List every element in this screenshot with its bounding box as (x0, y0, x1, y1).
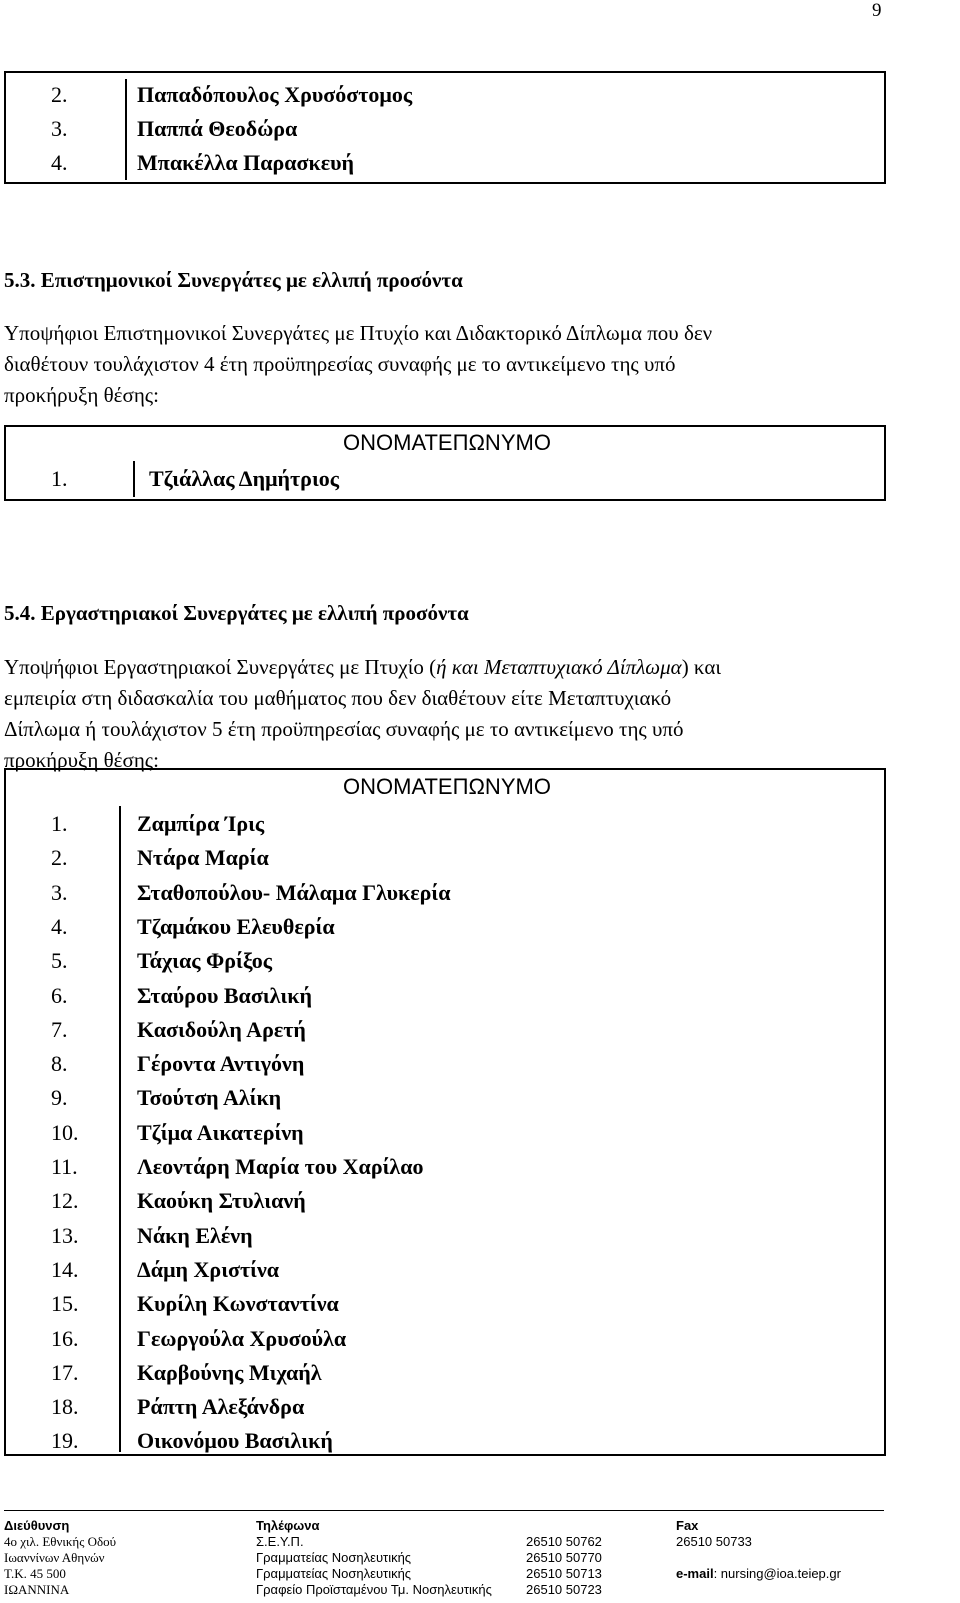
row-name: Νάκη Ελένη (137, 1222, 253, 1248)
row-number: 9. (51, 1085, 68, 1111)
footer-divider (4, 1510, 884, 1511)
section-heading-5-4: 5.4. Εργαστηριακοί Συνεργάτες με ελλιπή προσόντα (4, 601, 469, 625)
row-number: 16. (51, 1325, 79, 1351)
footer-email-value: : nursing@ioa.teiep.gr (713, 1566, 841, 1581)
row-name: Τζίμα Αικατερίνη (137, 1119, 304, 1145)
footer-fax-header: Fax (676, 1518, 699, 1533)
row-number: 1. (51, 466, 68, 491)
paragraph-line: εμπειρία στη διδασκαλία του μαθήματος που δεν διαθέτουν είτε Μεταπτυχιακό (4, 686, 672, 710)
row-name: Παπαδόπουλος Χρυσόστομος (137, 82, 413, 107)
row-name: Σταύρου Βασιλική (137, 982, 312, 1008)
paragraph-line: προκήρυξη θέσης: (4, 383, 159, 407)
row-number: 11. (51, 1154, 78, 1179)
row-name: Παππά Θεοδώρα (137, 116, 298, 141)
row-name: Λεοντάρη Μαρία του Χαρίλαο (137, 1154, 424, 1179)
footer-address-line: Ιωαννίνων Αθηνών (4, 1550, 105, 1565)
row-name: Οικονόμου Βασιλική (137, 1428, 333, 1454)
footer-phones-header: Τηλέφωνα (256, 1518, 320, 1533)
footer-phone-label: Γραμματείας Νοσηλευτικής (256, 1566, 412, 1581)
row-number: 3. (51, 116, 68, 141)
row-number: 2. (51, 845, 68, 871)
footer-address-line: 4ο χιλ. Εθνικής Οδού (4, 1534, 117, 1549)
footer-phone-number: 26510 50770 (526, 1550, 602, 1565)
row-number: 4. (51, 913, 68, 939)
row-number: 13. (51, 1222, 79, 1248)
footer-phone-number: 26510 50723 (526, 1582, 602, 1597)
paragraph-line: Υποψήφιοι Επιστημονικοί Συνεργάτες με Πτυχίο και Διδακτορικό Δίπλωμα που δεν (4, 321, 713, 345)
footer-address-header: Διεύθυνση (4, 1518, 70, 1533)
column-divider (125, 79, 127, 180)
column-divider (119, 806, 121, 1452)
row-number: 17. (51, 1359, 79, 1385)
column-divider (133, 461, 135, 497)
row-name: Κασιδούλη Αρετή (137, 1016, 306, 1042)
row-name: Τζαμάκου Ελευθερία (137, 913, 335, 939)
row-number: 7. (51, 1016, 68, 1042)
row-name: Δάμη Χριστίνα (137, 1256, 280, 1282)
section-heading-5-3: 5.3. Επιστημονικοί Συνεργάτες με ελλιπή προσόντα (4, 268, 463, 292)
row-number: 14. (51, 1256, 79, 1282)
paragraph-line: διαθέτουν τουλάχιστον 4 έτη προϋπηρεσίας συναφής με το αντικείμενο της υπό (4, 352, 676, 376)
row-number: 1. (51, 811, 68, 836)
row-number: 15. (51, 1291, 79, 1317)
row-name: Μπακέλλα Παρασκευή (137, 150, 355, 175)
row-name: Τάχιας Φρίξος (137, 948, 272, 974)
row-number: 5. (51, 948, 68, 974)
row-name: Καρβούνης Μιχαήλ (137, 1359, 322, 1385)
paragraph-line: Υποψήφιοι Εργαστηριακοί Συνεργάτες με Πτυχίο (ή και Μεταπτυχιακό Δίπλωμα) και (4, 655, 721, 679)
paragraph-line: προκήρυξη θέσης: (4, 748, 159, 772)
section-paragraph-5-4 (4, 652, 864, 776)
row-name: Ράπτη Αλεξάνδρα (137, 1394, 305, 1420)
footer-phone-label: Γραμματείας Νοσηλευτικής (256, 1550, 412, 1565)
row-name: Καούκη Στυλιανή (137, 1188, 306, 1214)
footer-phone-number: 26510 50713 (526, 1566, 602, 1581)
row-name: Τσούτση Αλίκη (137, 1085, 282, 1111)
row-name: Γέροντα Αντιγόνη (137, 1051, 305, 1077)
footer-phone-number: 26510 50762 (526, 1534, 602, 1549)
row-number: 2. (51, 82, 68, 107)
footer-address-line: ΙΩΑΝΝΙΝΑ (4, 1582, 70, 1597)
footer-email-label: e-mail (676, 1566, 714, 1581)
row-number: 6. (51, 982, 68, 1008)
row-number: 3. (51, 879, 68, 905)
section-paragraph-5-3 (4, 318, 864, 411)
row-name: Σταθοπούλου- Μάλαμα Γλυκερία (137, 879, 451, 905)
footer-phone-label: Γραφείο Προϊσταμένου Τμ. Νοσηλευτικής (256, 1582, 492, 1597)
row-name: Γεωργούλα Χρυσούλα (137, 1325, 347, 1351)
row-name: Τζιάλλας Δημήτριος (149, 466, 340, 491)
footer-fax-number: 26510 50733 (676, 1534, 752, 1549)
row-number: 19. (51, 1428, 79, 1454)
row-name: Ζαμπίρα Ίρις (137, 811, 265, 836)
paragraph-line: Δίπλωμα ή τουλάχιστον 5 έτη προϋπηρεσίας συναφής με το αντικείμενο της υπό (4, 717, 684, 741)
row-number: 4. (51, 150, 68, 175)
footer-address-line: Τ.Κ. 45 500 (4, 1566, 66, 1581)
row-name: Ντάρα Μαρία (137, 845, 269, 871)
row-number: 10. (51, 1119, 79, 1145)
row-number: 18. (51, 1394, 79, 1420)
page-number: 9 (872, 0, 882, 21)
column-header-fullname: ΟΝΟΜΑΤΕΠΩΝΥΜΟ (343, 774, 551, 799)
row-number: 8. (51, 1051, 68, 1077)
row-number: 12. (51, 1188, 79, 1214)
footer-email (676, 1566, 841, 1581)
row-name: Κυρίλη Κωνσταντίνα (137, 1291, 339, 1317)
column-header-fullname: ΟΝΟΜΑΤΕΠΩΝΥΜΟ (343, 430, 551, 455)
footer-phone-label: Σ.Ε.Υ.Π. (256, 1534, 304, 1549)
